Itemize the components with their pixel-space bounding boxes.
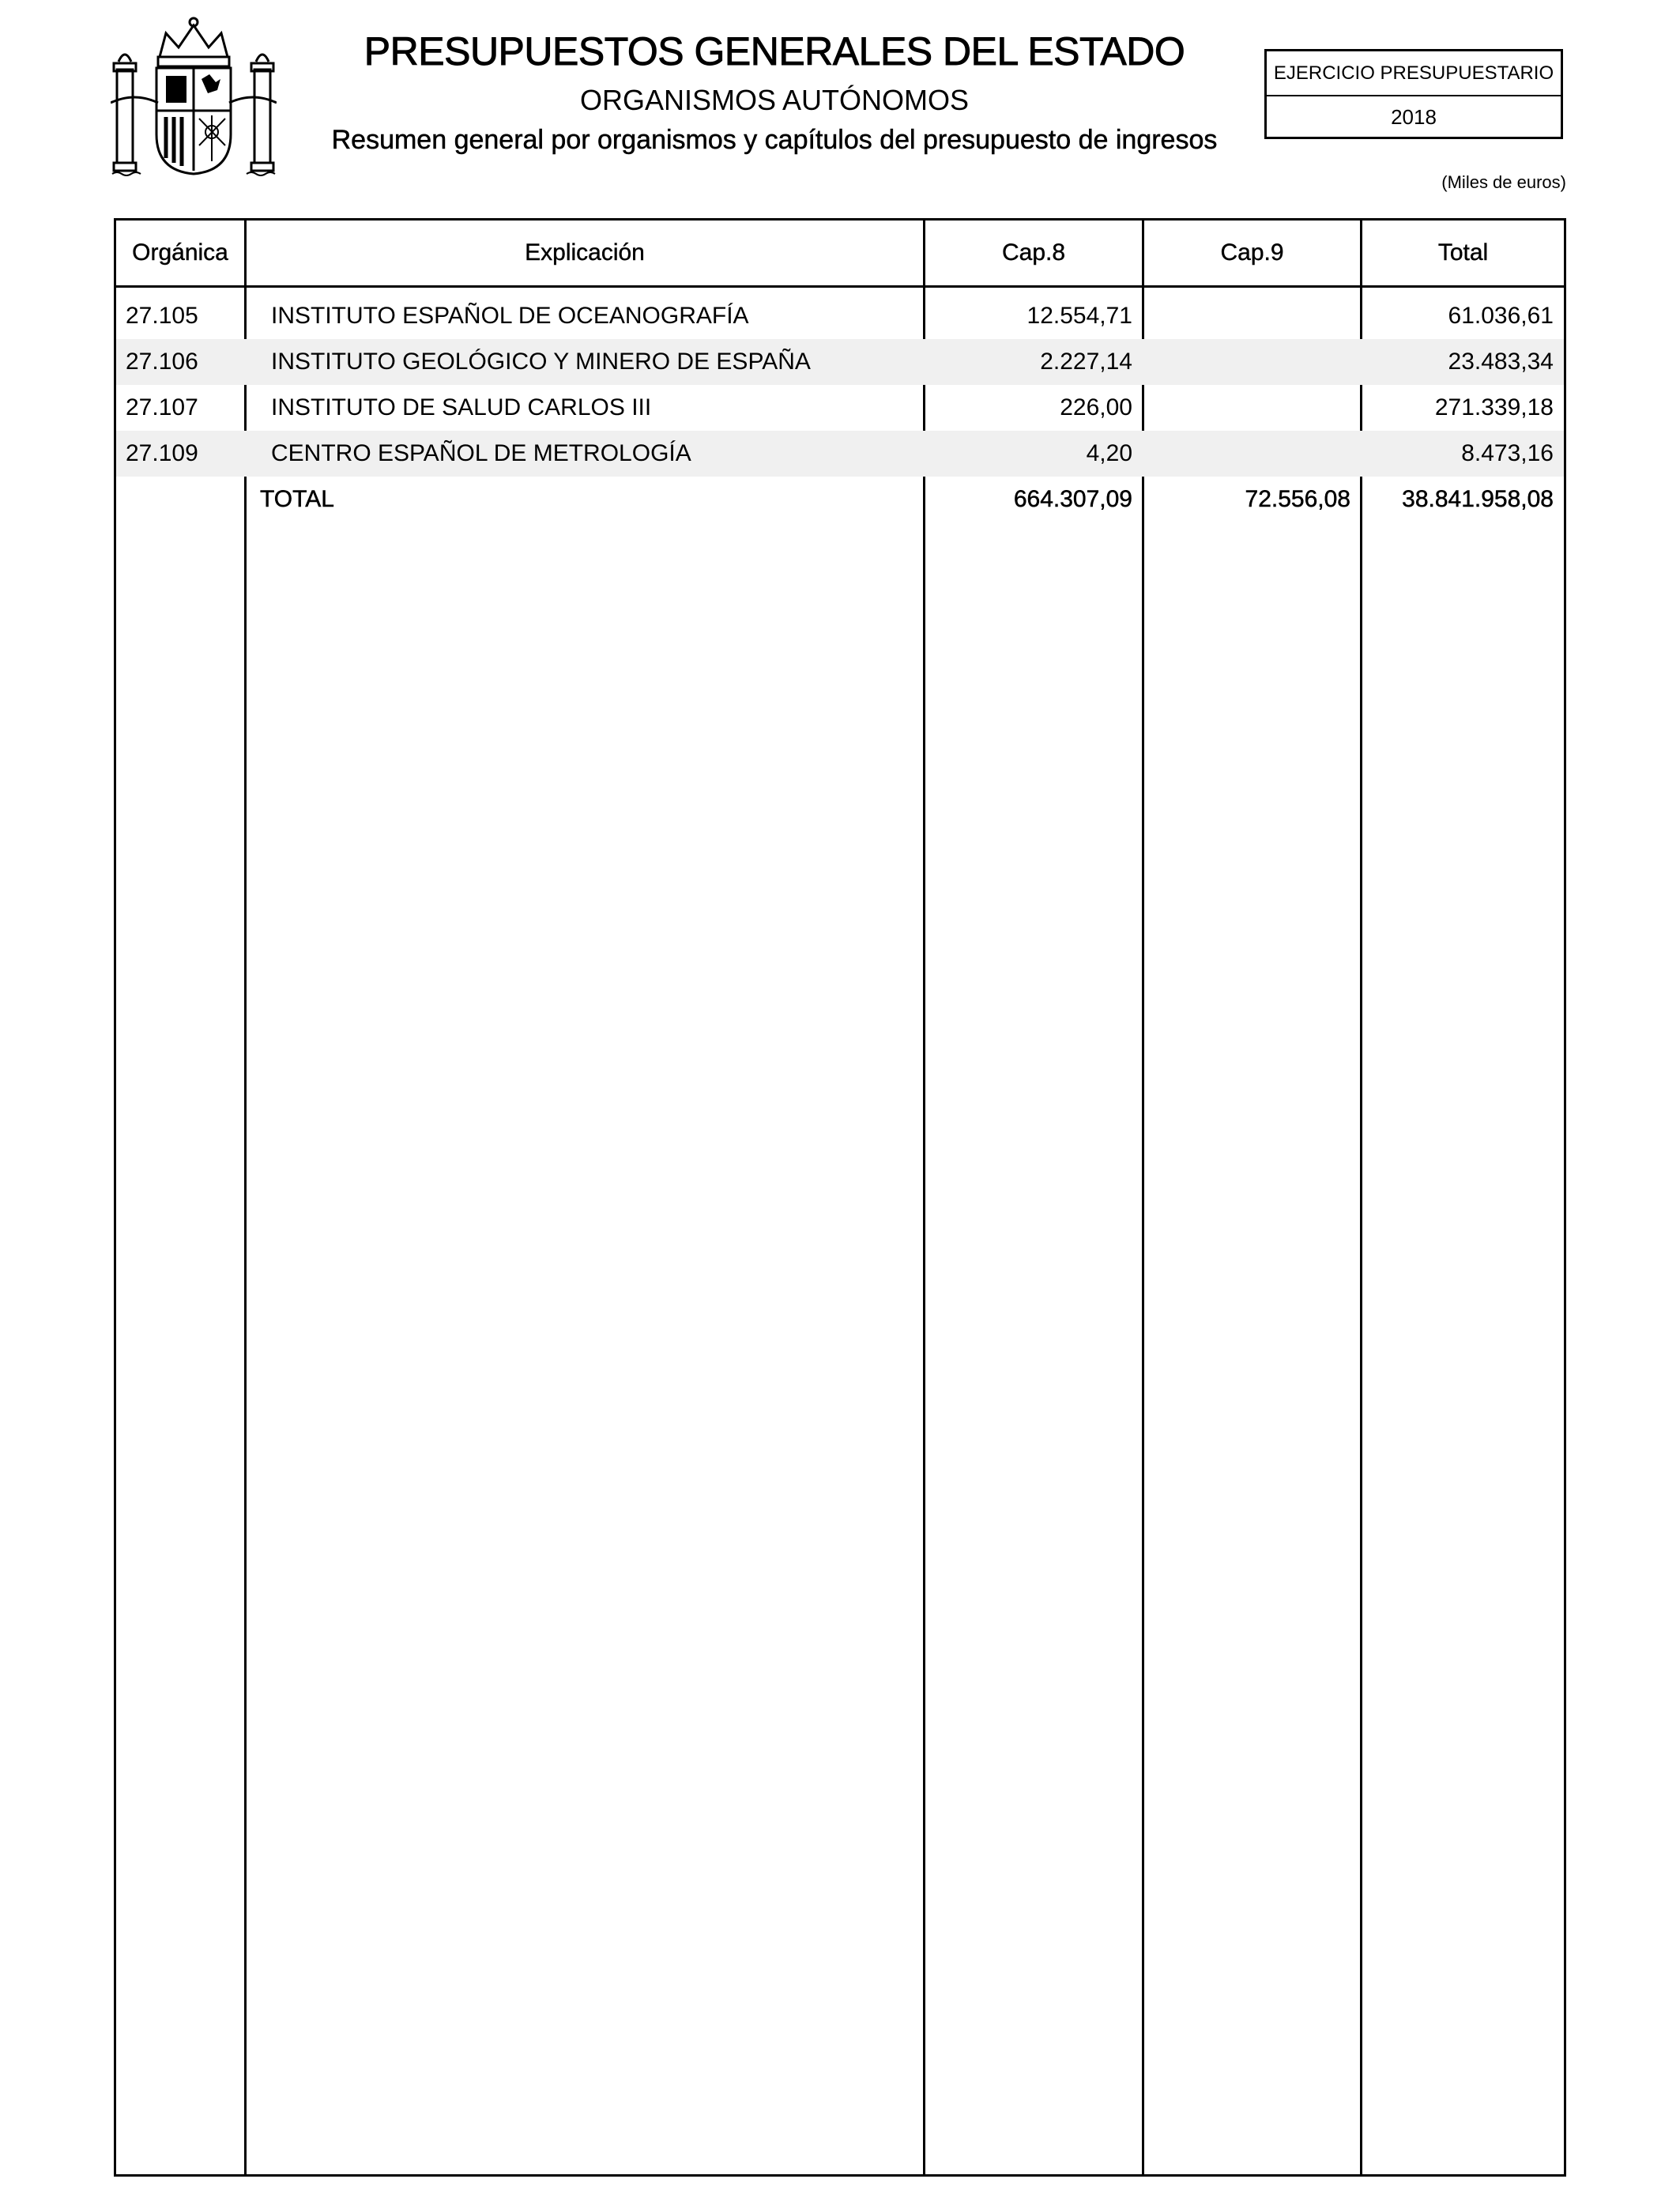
cell-explicacion: INSTITUTO ESPAÑOL DE OCEANOGRAFÍA [271,303,749,329]
cell-explicacion: CENTRO ESPAÑOL DE METROLOGÍA [271,440,691,466]
total-cap9: 72.556,08 [1245,486,1350,512]
cell-organica: 27.107 [126,394,198,420]
col-header-total: Total [1437,239,1489,266]
exercise-label: EJERCICIO PRESUPUESTARIO [1267,51,1561,96]
total-total: 38.841.958,08 [1402,486,1554,512]
header-divider [116,285,1564,288]
cell-cap8: 4,20 [1086,440,1132,466]
exercise-box [1264,49,1563,139]
table-row [116,385,1564,431]
cell-cap9 [1144,293,1350,339]
cell-cap8: 226,00 [1060,394,1132,420]
table-row [116,431,1564,477]
cell-organica: 27.105 [126,303,198,329]
cell-organica: 27.106 [126,349,198,375]
table-row [116,293,1564,339]
cell-explicacion: INSTITUTO GEOLÓGICO Y MINERO DE ESPAÑA [271,349,811,375]
cell-explicacion: INSTITUTO DE SALUD CARLOS III [271,394,652,420]
cell-cap9 [1144,385,1350,431]
cell-total: 271.339,18 [1434,394,1554,420]
col-header-explicacion: Explicación [525,239,645,266]
table-row [116,339,1564,385]
total-label: TOTAL [260,486,334,512]
cell-organica: 27.109 [126,440,198,466]
col-header-cap9: Cap.9 [1220,239,1284,266]
cell-cap8: 2.227,14 [1040,349,1132,375]
cell-cap8: 12.554,71 [1026,303,1132,329]
coat-of-arms-icon [111,16,277,178]
cell-cap9 [1144,431,1350,477]
col-header-organica: Orgánica [132,239,228,266]
page-title: PRESUPUESTOS GENERALES DEL ESTADO [363,29,1185,74]
cell-total: 8.473,16 [1461,440,1554,466]
cell-total: 61.036,61 [1448,303,1554,329]
cell-cap9 [1144,339,1350,385]
exercise-year: 2018 [1391,105,1437,129]
table-total-row [116,477,1564,522]
budget-table [114,218,1566,2177]
cell-total: 23.483,34 [1448,349,1554,375]
units-note: (Miles de euros) [1441,172,1566,192]
page-description: Resumen general por organismos y capítulos del presupuesto de ingresos [331,125,1218,155]
page-subtitle: ORGANISMOS AUTÓNOMOS [579,84,970,116]
col-header-cap8: Cap.8 [1001,239,1066,266]
total-cap8: 664.307,09 [1013,486,1132,512]
